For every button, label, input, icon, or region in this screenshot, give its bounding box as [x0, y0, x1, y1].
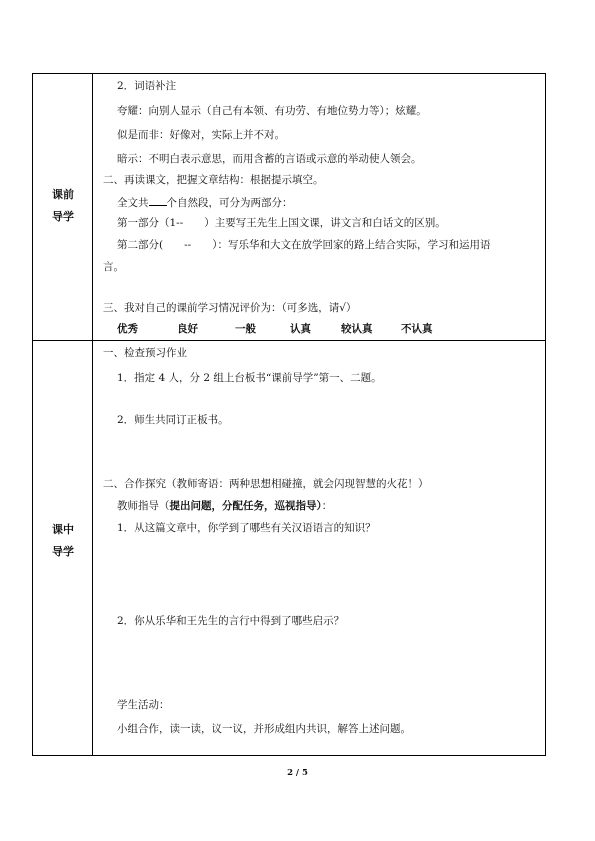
eval-option-diligent[interactable]: 认真	[290, 323, 311, 335]
paragraph-count-blank[interactable]	[149, 194, 167, 206]
student-activity-text: 小组合作，读一读，议一议，并形成组内共识，解答上述问题。	[117, 723, 411, 735]
check-item-2: 2．师生共同订正板书。	[117, 414, 229, 426]
pre-class-label-line-2: 导学	[52, 210, 74, 223]
part-one-line: 第一部分（1-- ）主要写王先生上国文课，讲文言和白话文的区别。	[117, 217, 446, 229]
eval-option-excellent[interactable]: 优秀	[117, 323, 138, 335]
vocab-title: 2．词语补注	[117, 80, 177, 92]
student-activity-title: 学生活动：	[117, 699, 170, 711]
eval-option-average[interactable]: 一般	[235, 323, 256, 335]
paragraph-count-suffix: 个自然段，可分为两部分：	[166, 197, 293, 209]
part-two-line-2: 言。	[103, 261, 124, 273]
in-class-content	[93, 341, 545, 755]
check-item-1: 1．指定 4 人，分 2 组上台板书“课前导学”第一、二题。	[117, 372, 382, 384]
page-number: 2 / 5	[287, 768, 308, 778]
pre-class-label-line-1: 课前	[52, 188, 74, 201]
paragraph-count-line	[117, 194, 293, 210]
vocab-item-1: 夸耀：向别人显示（自己有本领、有功劳、有地位势力等）；炫耀。	[117, 105, 427, 117]
part-two-line-1: 第二部分( -- ）：写乐华和大文在放学回家的路上结合实际，学习和运用语	[117, 239, 491, 251]
check-homework-title: 一、检查预习作业	[103, 347, 187, 359]
pre-class-content	[93, 74, 545, 340]
vocab-item-2: 似是而非：好像对，实际上并不对。	[117, 129, 285, 141]
in-class-label-line-1: 课中	[52, 523, 74, 536]
self-eval-title: 三、我对自己的课前学习情况评价为：（可多选，请√）	[103, 302, 357, 314]
eval-option-fairly-diligent[interactable]: 较认真	[341, 323, 373, 335]
in-class-row	[33, 341, 545, 755]
lesson-table	[32, 73, 546, 756]
teacher-guide-bold: 提出问题，分配任务，巡视指导）	[169, 500, 322, 512]
pre-class-label-cell	[33, 74, 93, 340]
question-1: 1．从这篇文章中，你学到了哪些有关汉语语言的知识？	[117, 522, 376, 534]
in-class-label-cell	[33, 341, 93, 755]
question-2: 2．你从乐华和王先生的言行中得到了哪些启示？	[117, 615, 345, 627]
vocab-item-3: 暗示：不明白表示意思，而用含蓄的言语或示意的举动使人领会。	[117, 153, 422, 165]
eval-option-good[interactable]: 良好	[177, 323, 198, 335]
paragraph-count-prefix: 全文共	[117, 197, 149, 209]
cooperative-explore-title: 二、合作探究（教师寄语：两种思想相碰撞，就会闪现智慧的火花！）	[103, 478, 429, 490]
reread-title: 二、再读课文，把握文章结构：根据提示填空。	[103, 174, 324, 186]
in-class-label-line-2: 导学	[52, 545, 74, 558]
teacher-guide-suffix: ：	[321, 500, 333, 512]
eval-option-not-diligent[interactable]: 不认真	[401, 323, 433, 335]
teacher-guide-line	[117, 499, 332, 513]
teacher-guide-prefix: 教师指导（	[117, 500, 170, 512]
pre-class-row	[33, 74, 545, 341]
